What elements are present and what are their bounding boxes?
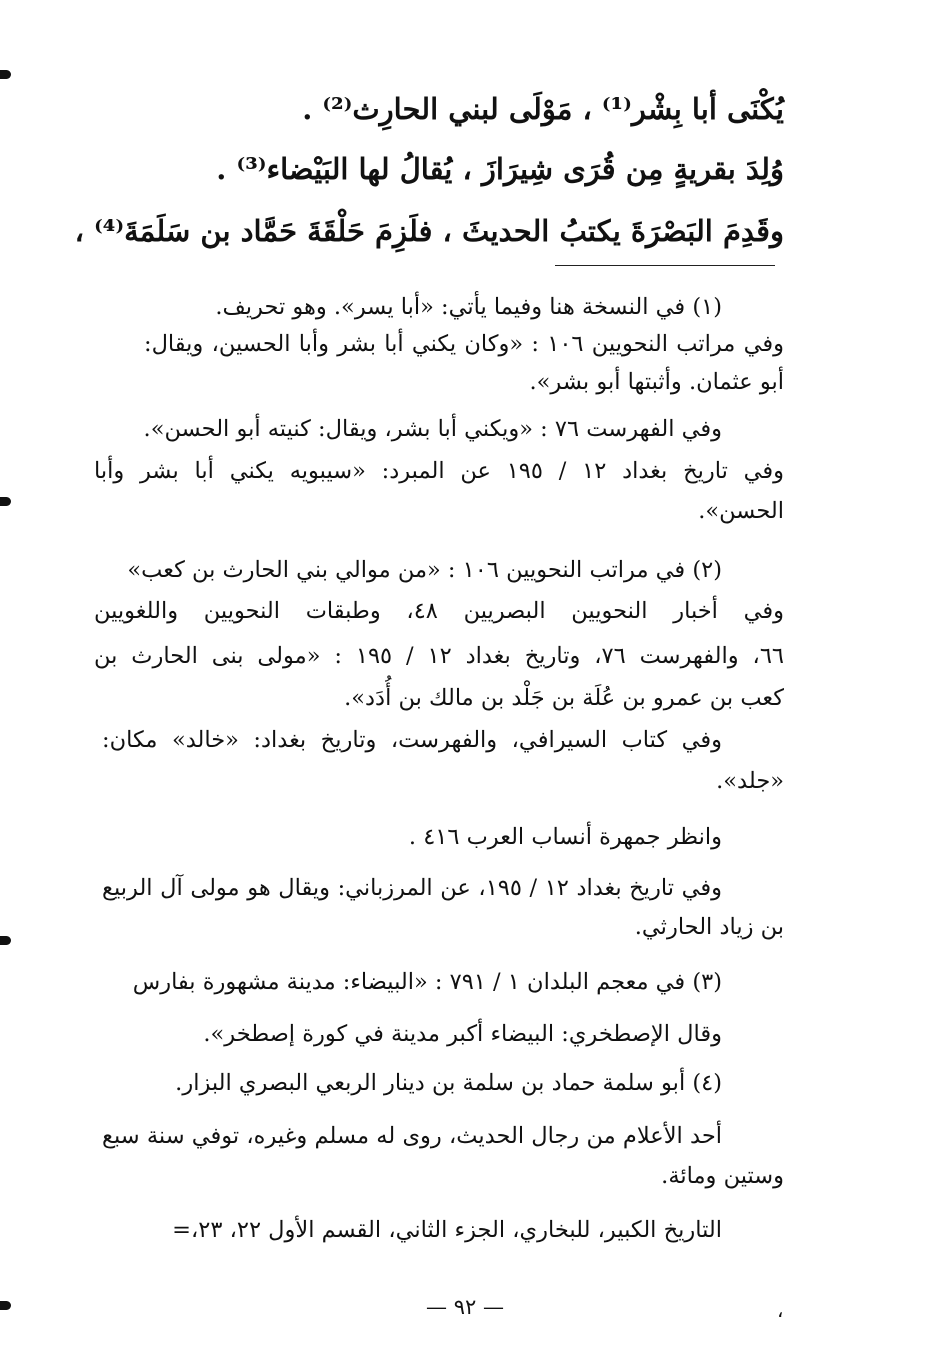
main-text-line-2: وُلِدَ بقريةٍ مِن قُرَى شِيرَازَ ، يُقالُ لها البَيْضاء⁽³⁾ . (216, 152, 784, 186)
footnote-line-6: الحسن». (698, 498, 784, 524)
page-number: — ٩٢ — (426, 1295, 504, 1319)
punch-mark-3 (0, 936, 11, 945)
footnote-line-19: أحد الأعلام من رجال الحديث، روى له مسلم وغيره، توفي سنة سبع (102, 1123, 722, 1149)
footnote-line-14: وفي تاريخ بغداد ١٢ / ١٩٥، عن المرزباني: ويقال هو مولى آل الربيع (102, 875, 722, 901)
footnote-line-3: أبو عثمان. وأثبتها أبو بشر». (529, 369, 784, 395)
punch-mark-4 (0, 1301, 11, 1310)
footnote-line-8: وفي أخبار النحويين البصريين ٤٨، وطبقات النحويين واللغويين (94, 598, 784, 624)
punch-mark-2 (0, 497, 11, 506)
footnote-line-13: وانظر جمهرة أنساب العرب ٤١٦ . (408, 824, 722, 850)
main-text-line-3: وقَدِمَ البَصْرَةَ يكتبُ الحديثَ ، فلَزِمَ حَلْقَةَ حَمَّاد بن سَلَمَةَ⁽⁴⁾ ، (74, 214, 784, 248)
footnote-line-4: وفي الفهرست ٧٦ : «ويكني أبا بشر، ويقال: كنيته أبو الحسن». (143, 416, 722, 442)
footnote-line-2: وفي مراتب النحويين ١٠٦ : «وكان يكني أبا بشر وأبا الحسين، ويقال: (144, 331, 784, 357)
footnote-line-1: (١) في النسخة هنا وفيما يأتي: «أبا يسر». وهو تحريف. (215, 294, 722, 320)
stray-mark: ، (777, 1298, 784, 1322)
footnote-line-16: (٣) في معجم البلدان ١ / ٧٩١ : «البيضاء: مدينة مشهورة بفارس (132, 969, 722, 995)
footnote-divider (555, 265, 775, 266)
footnote-line-21: التاريخ الكبير، للبخاري، الجزء الثاني، القسم الأول ٢٢، ٢٣،= (172, 1217, 722, 1243)
main-text-line-1: يُكْنَى أبا بِشْر⁽¹⁾ ، مَوْلَى لبني الحارِث⁽²⁾ . (302, 92, 784, 126)
footnote-line-5: وفي تاريخ بغداد ١٢ / ١٩٥ عن المبرد: «سيبويه يكني أبا بشر وأبا (94, 458, 784, 484)
footnote-line-11: وفي كتاب السيرافي، والفهرست، وتاريخ بغداد: «خالد» مكان: (102, 727, 722, 753)
footnote-line-15: بن زياد الحارثي. (634, 914, 784, 940)
footnote-line-10: كعب بن عمرو بن عُلَة بن جَلْد بن مالك بن أُدَد». (344, 685, 784, 711)
footnote-line-17: وقال الإصطخري: البيضاء أكبر مدينة في كورة إصطخر». (203, 1021, 722, 1047)
footnote-line-18: (٤) أبو سلمة حماد بن سلمة بن دينار الربعي البصري البزار. (175, 1070, 722, 1096)
footnote-line-9: ٦٦، والفهرست ٧٦، وتاريخ بغداد ١٢ / ١٩٥ : «مولى بنى الحارث بن (94, 643, 784, 669)
footnote-line-7: (٢) في مراتب النحويين ١٠٦ : «من موالي بني الحارث بن كعب» (127, 557, 722, 583)
footnote-line-12: «جلد». (716, 768, 784, 794)
footnote-line-20: وستين ومائة. (661, 1163, 784, 1189)
punch-mark-1 (0, 70, 11, 79)
